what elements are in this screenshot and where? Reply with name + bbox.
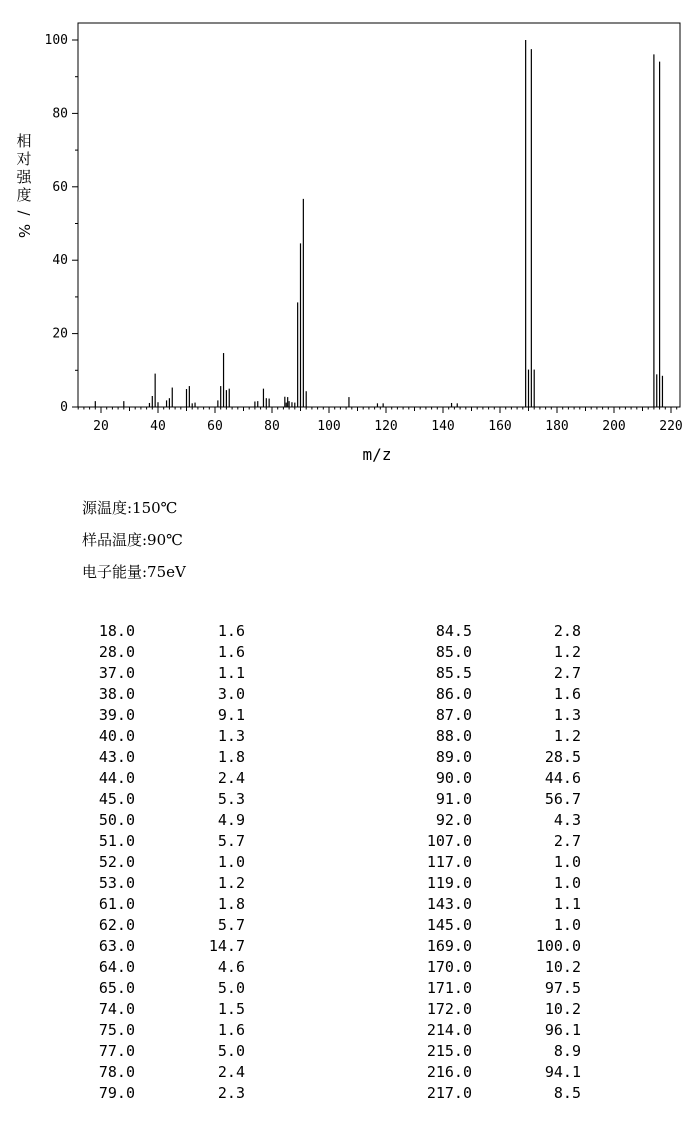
mz-left-cell: 52.0 [98, 853, 135, 871]
mz-right-cell: 91.0 [435, 790, 472, 808]
intensity-left-cell: 1.6 [217, 643, 245, 661]
mz-right-cell: 169.0 [426, 937, 472, 955]
table-row [0, 1041, 687, 1062]
x-tick-label: 20 [93, 419, 109, 434]
mz-right-cell: 86.0 [435, 685, 472, 703]
intensity-right-cell: 2.7 [553, 832, 581, 850]
x-tick-label: 40 [150, 419, 166, 434]
y-tick-label: 0 [60, 400, 68, 415]
plot-frame [78, 23, 680, 407]
intensity-right-cell: 1.1 [553, 895, 581, 913]
mz-left-cell: 65.0 [98, 979, 135, 997]
x-axis-label: m/z [362, 445, 392, 464]
mz-left-cell: 78.0 [98, 1063, 135, 1081]
sample-temperature: 样品温度:90℃ [82, 531, 183, 549]
intensity-left-cell: 1.6 [217, 622, 245, 640]
intensity-right-cell: 1.2 [553, 643, 581, 661]
x-tick-label: 60 [207, 419, 223, 434]
intensity-right-cell: 44.6 [544, 769, 581, 787]
mass-spectrum-chart [0, 0, 687, 470]
y-axis-label-char: % [15, 223, 33, 239]
intensity-left-cell: 5.3 [217, 790, 245, 808]
intensity-right-cell: 4.3 [553, 811, 581, 829]
peak-table [0, 621, 687, 1104]
table-row [0, 642, 687, 663]
mz-right-cell: 143.0 [426, 895, 472, 913]
y-tick-label: 80 [52, 106, 68, 122]
mz-right-cell: 84.5 [435, 622, 472, 640]
mz-right-cell: 214.0 [426, 1021, 472, 1039]
intensity-left-cell: 9.1 [217, 706, 245, 724]
table-row [0, 810, 687, 831]
intensity-left-cell: 3.0 [217, 685, 245, 703]
mz-right-cell: 217.0 [426, 1084, 472, 1102]
intensity-left-cell: 1.5 [217, 1000, 245, 1018]
x-tick-label: 200 [602, 419, 626, 434]
intensity-left-cell: 5.7 [217, 916, 245, 934]
mz-left-cell: 77.0 [98, 1042, 135, 1060]
mz-right-cell: 85.5 [435, 664, 472, 682]
intensity-right-cell: 1.3 [553, 706, 581, 724]
intensity-left-cell: 2.4 [217, 1063, 245, 1081]
table-row [0, 936, 687, 957]
table-row [0, 705, 687, 726]
mz-right-cell: 215.0 [426, 1042, 472, 1060]
table-row [0, 768, 687, 789]
intensity-right-cell: 1.0 [553, 916, 581, 934]
mz-left-cell: 28.0 [98, 643, 135, 661]
intensity-right-cell: 10.2 [544, 1000, 581, 1018]
mz-right-cell: 117.0 [426, 853, 472, 871]
mz-left-cell: 37.0 [98, 664, 135, 682]
intensity-left-cell: 1.2 [217, 874, 245, 892]
intensity-right-cell: 2.8 [553, 622, 581, 640]
intensity-left-cell: 14.7 [208, 937, 245, 955]
table-row [0, 852, 687, 873]
mz-left-cell: 39.0 [98, 706, 135, 724]
mz-right-cell: 85.0 [435, 643, 472, 661]
table-row [0, 978, 687, 999]
y-tick-label: 100 [44, 33, 68, 48]
intensity-left-cell: 1.0 [217, 853, 245, 871]
table-row [0, 957, 687, 978]
table-row [0, 1020, 687, 1041]
table-row [0, 684, 687, 705]
x-tick-label: 100 [317, 419, 341, 434]
table-row [0, 831, 687, 852]
intensity-left-cell: 1.8 [217, 748, 245, 766]
x-tick-label: 220 [659, 419, 683, 434]
table-row [0, 894, 687, 915]
mz-left-cell: 61.0 [98, 895, 135, 913]
table-row [0, 873, 687, 894]
intensity-right-cell: 1.0 [553, 853, 581, 871]
mz-left-cell: 74.0 [98, 1000, 135, 1018]
table-row [0, 621, 687, 642]
table-row [0, 1083, 687, 1104]
intensity-left-cell: 1.3 [217, 727, 245, 745]
mz-left-cell: 62.0 [98, 916, 135, 934]
mz-right-cell: 172.0 [426, 1000, 472, 1018]
mz-left-cell: 51.0 [98, 832, 135, 850]
mz-right-cell: 87.0 [435, 706, 472, 724]
mz-right-cell: 171.0 [426, 979, 472, 997]
intensity-left-cell: 2.3 [217, 1084, 245, 1102]
intensity-right-cell: 96.1 [544, 1021, 581, 1039]
mz-left-cell: 45.0 [98, 790, 135, 808]
intensity-right-cell: 1.6 [553, 685, 581, 703]
mz-left-cell: 44.0 [98, 769, 135, 787]
intensity-right-cell: 8.5 [553, 1084, 581, 1102]
y-axis-label-char: 强 [16, 168, 32, 186]
table-row [0, 747, 687, 768]
intensity-right-cell: 10.2 [544, 958, 581, 976]
mz-right-cell: 90.0 [435, 769, 472, 787]
table-row [0, 726, 687, 747]
intensity-right-cell: 1.2 [553, 727, 581, 745]
mz-left-cell: 38.0 [98, 685, 135, 703]
mz-left-cell: 63.0 [98, 937, 135, 955]
instrument-conditions [82, 492, 186, 588]
mz-left-cell: 75.0 [98, 1021, 135, 1039]
table-row [0, 999, 687, 1020]
table-row [0, 915, 687, 936]
x-tick-label: 120 [374, 419, 398, 434]
intensity-left-cell: 5.0 [217, 979, 245, 997]
y-axis-label-char: 对 [16, 150, 32, 168]
table-row [0, 1062, 687, 1083]
mz-right-cell: 170.0 [426, 958, 472, 976]
mz-left-cell: 53.0 [98, 874, 135, 892]
mz-left-cell: 64.0 [98, 958, 135, 976]
intensity-left-cell: 2.4 [217, 769, 245, 787]
mz-right-cell: 92.0 [435, 811, 472, 829]
mz-right-cell: 88.0 [435, 727, 472, 745]
mz-right-cell: 119.0 [426, 874, 472, 892]
intensity-right-cell: 1.0 [553, 874, 581, 892]
mz-right-cell: 145.0 [426, 916, 472, 934]
y-axis-label [14, 132, 34, 240]
y-axis-label-char: / [15, 210, 33, 216]
x-tick-label: 80 [264, 419, 280, 434]
mz-right-cell: 89.0 [435, 748, 472, 766]
y-axis-label-char: 相 [16, 132, 32, 150]
mz-right-cell: 216.0 [426, 1063, 472, 1081]
intensity-right-cell: 94.1 [544, 1063, 581, 1081]
intensity-left-cell: 1.8 [217, 895, 245, 913]
mz-left-cell: 50.0 [98, 811, 135, 829]
intensity-left-cell: 5.7 [217, 832, 245, 850]
intensity-right-cell: 97.5 [544, 979, 581, 997]
y-tick-label: 20 [52, 326, 68, 342]
mz-left-cell: 40.0 [98, 727, 135, 745]
mz-right-cell: 107.0 [426, 832, 472, 850]
y-axis-label-char: 度 [16, 186, 32, 204]
x-tick-label: 160 [488, 419, 512, 434]
mz-left-cell: 79.0 [98, 1084, 135, 1102]
electron-energy: 电子能量:75eV [82, 563, 186, 581]
y-tick-label: 40 [52, 253, 68, 269]
intensity-left-cell: 1.1 [217, 664, 245, 682]
x-tick-label: 140 [431, 419, 455, 434]
intensity-right-cell: 100.0 [535, 937, 581, 955]
mz-left-cell: 43.0 [98, 748, 135, 766]
intensity-right-cell: 8.9 [553, 1042, 581, 1060]
table-row [0, 789, 687, 810]
y-tick-label: 60 [52, 179, 68, 195]
source-temperature: 源温度:150℃ [82, 499, 178, 517]
mz-left-cell: 18.0 [98, 622, 135, 640]
x-tick-label: 180 [545, 419, 569, 434]
table-row [0, 663, 687, 684]
intensity-right-cell: 56.7 [544, 790, 581, 808]
intensity-left-cell: 4.6 [217, 958, 245, 976]
intensity-left-cell: 4.9 [217, 811, 245, 829]
intensity-left-cell: 1.6 [217, 1021, 245, 1039]
intensity-right-cell: 2.7 [553, 664, 581, 682]
intensity-right-cell: 28.5 [544, 748, 581, 766]
intensity-left-cell: 5.0 [217, 1042, 245, 1060]
